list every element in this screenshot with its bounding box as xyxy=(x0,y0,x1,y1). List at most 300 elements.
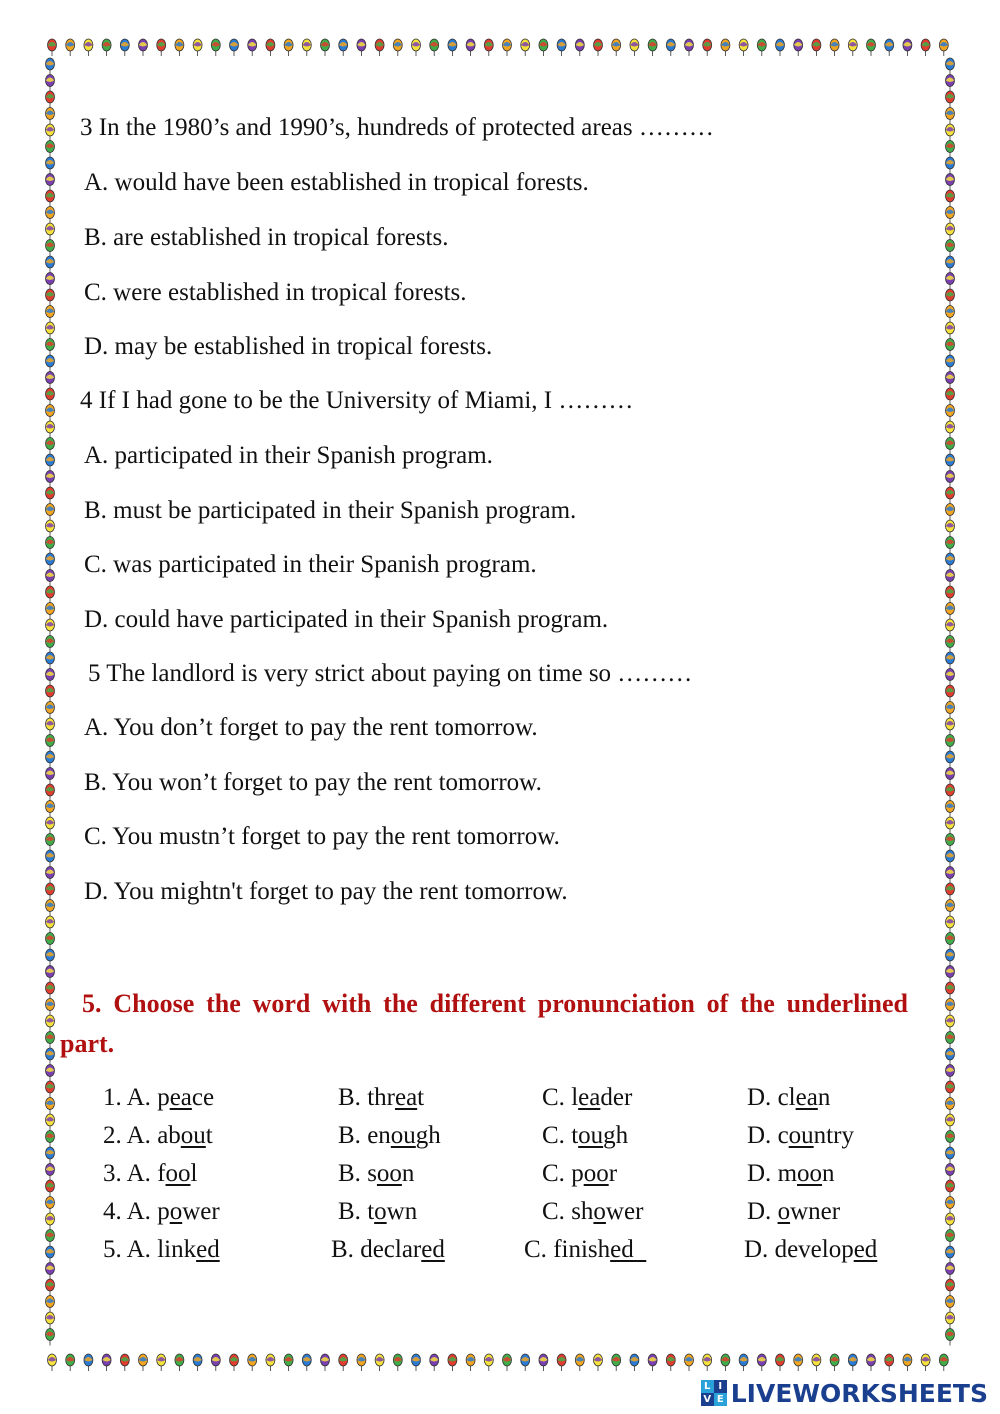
balloon-icon xyxy=(193,39,202,56)
word-part: s xyxy=(367,1160,377,1187)
pronunciation-item-label: D. xyxy=(747,1084,778,1111)
balloon-icon xyxy=(46,1015,55,1032)
balloon-icon xyxy=(946,652,955,669)
balloon-icon xyxy=(46,454,55,471)
balloon-icon xyxy=(46,207,55,224)
balloon-icon xyxy=(211,1354,220,1371)
balloon-icon xyxy=(412,39,421,56)
balloon-icon xyxy=(685,1354,694,1371)
balloon-icon xyxy=(946,1131,955,1148)
balloon-icon xyxy=(339,39,348,56)
balloon-icon xyxy=(946,735,955,752)
underlined-part: oo xyxy=(797,1160,823,1187)
balloon-icon xyxy=(946,75,955,92)
balloon-icon xyxy=(946,883,955,900)
balloon-icon xyxy=(946,108,955,125)
balloon-icon xyxy=(521,39,530,56)
word-part: thr xyxy=(367,1084,395,1111)
balloon-icon xyxy=(102,1354,111,1371)
balloon-icon xyxy=(46,751,55,768)
balloon-icon xyxy=(46,256,55,273)
balloon-icon xyxy=(139,39,148,56)
underlined-part: o xyxy=(593,1198,606,1225)
word-part: wer xyxy=(605,1198,644,1225)
balloon-icon xyxy=(284,39,293,56)
balloon-icon xyxy=(46,1131,55,1148)
balloon-icon xyxy=(946,553,955,570)
balloon-icon xyxy=(46,1065,55,1082)
word-part: l xyxy=(190,1160,198,1187)
underlined-part: o xyxy=(374,1198,387,1225)
balloon-icon xyxy=(503,1354,512,1371)
balloon-icon xyxy=(46,1164,55,1181)
balloon-icon xyxy=(46,157,55,174)
balloon-icon xyxy=(946,1246,955,1263)
balloon-icon xyxy=(357,1354,366,1371)
underlined-part: ed xyxy=(196,1236,220,1263)
question-5-option-b[interactable]: B. You won’t forget to pay the rent tomorrow. xyxy=(84,769,542,796)
underlined-part: oo xyxy=(583,1160,609,1187)
balloon-icon xyxy=(46,999,55,1016)
balloon-icon xyxy=(594,1354,603,1371)
balloon-icon xyxy=(812,1354,821,1371)
balloon-icon xyxy=(946,58,955,75)
balloon-icon xyxy=(612,1354,621,1371)
balloon-icon xyxy=(46,949,55,966)
balloon-icon xyxy=(46,883,55,900)
balloon-icon xyxy=(946,1015,955,1032)
balloon-icon xyxy=(946,1312,955,1329)
balloon-icon xyxy=(46,586,55,603)
balloon-icon xyxy=(946,388,955,405)
balloon-icon xyxy=(739,39,748,56)
balloon-icon xyxy=(393,1354,402,1371)
balloon-icon xyxy=(139,1354,148,1371)
balloon-icon xyxy=(48,1354,57,1371)
balloon-icon xyxy=(946,256,955,273)
balloon-icon xyxy=(757,39,766,56)
balloon-icon xyxy=(946,421,955,438)
balloon-icon xyxy=(946,685,955,702)
balloon-icon xyxy=(448,1354,457,1371)
balloon-icon xyxy=(946,207,955,224)
underlined-part: ea xyxy=(795,1084,818,1111)
balloon-icon xyxy=(46,1114,55,1131)
balloon-icon xyxy=(939,39,948,56)
pronunciation-item-label: 5. A. xyxy=(103,1236,158,1263)
pronunciation-item[interactable] xyxy=(524,1235,646,1265)
question-4-option-b[interactable]: B. must be participated in their Spanish program. xyxy=(84,497,577,524)
underlined-part: o xyxy=(169,1198,183,1225)
logo-badge-icon xyxy=(701,1380,727,1406)
pronunciation-item[interactable] xyxy=(338,1083,424,1113)
balloon-icon xyxy=(666,1354,675,1371)
balloon-icon xyxy=(946,174,955,191)
balloon-icon xyxy=(46,355,55,372)
balloon-icon xyxy=(375,39,384,56)
balloon-icon xyxy=(946,438,955,455)
pronunciation-item-label: 1. A. xyxy=(103,1084,158,1111)
balloon-icon xyxy=(46,1048,55,1065)
balloon-icon xyxy=(46,1279,55,1296)
balloon-icon xyxy=(946,1048,955,1065)
balloon-icon xyxy=(321,1354,330,1371)
word-part: ab xyxy=(157,1122,181,1149)
pronunciation-item-label: 3. A. xyxy=(103,1160,158,1187)
word-part: t xyxy=(417,1084,425,1111)
word-part: develop xyxy=(774,1236,854,1263)
balloon-icon xyxy=(46,339,55,356)
balloon-icon xyxy=(946,1098,955,1115)
pronunciation-item-label: D. xyxy=(747,1160,778,1187)
balloon-icon xyxy=(946,1230,955,1247)
pronunciation-item[interactable] xyxy=(542,1197,643,1227)
balloon-icon xyxy=(946,636,955,653)
question-3-option-a[interactable]: A. would have been established in tropical forests. xyxy=(84,169,589,196)
balloon-icon xyxy=(903,1354,912,1371)
word-part: en xyxy=(367,1122,391,1149)
balloon-icon xyxy=(46,652,55,669)
pronunciation-item[interactable] xyxy=(747,1121,854,1151)
balloon-icon xyxy=(46,1197,55,1214)
balloon-icon xyxy=(46,685,55,702)
word-part: wer xyxy=(182,1198,220,1225)
liveworksheets-logo xyxy=(701,1378,988,1408)
word-part: ntry xyxy=(813,1122,854,1149)
logo-badge-letter: I xyxy=(714,1380,727,1393)
pronunciation-item-label: B. xyxy=(338,1122,368,1149)
balloon-icon xyxy=(946,570,955,587)
pronunciation-item[interactable] xyxy=(338,1197,417,1227)
pronunciation-item-label: D. xyxy=(747,1122,778,1149)
balloon-icon xyxy=(46,1213,55,1230)
word-part: gh xyxy=(603,1122,629,1149)
pronunciation-item-label: C. xyxy=(542,1160,572,1187)
pronunciation-item[interactable] xyxy=(747,1159,835,1189)
pronunciation-item[interactable] xyxy=(744,1235,877,1265)
balloon-icon xyxy=(946,1263,955,1280)
pronunciation-item[interactable] xyxy=(338,1121,441,1151)
balloon-icon xyxy=(466,39,475,56)
balloon-icon xyxy=(46,1263,55,1280)
section-5-heading-text: 5. Choose the word with the different pronunciation of the underlined part. xyxy=(60,989,908,1058)
underlined-part: ou xyxy=(788,1122,814,1149)
word-part: wn xyxy=(386,1198,418,1225)
balloon-icon xyxy=(630,1354,639,1371)
balloon-icon xyxy=(946,504,955,521)
balloon-icon xyxy=(248,1354,257,1371)
balloon-icon xyxy=(46,1180,55,1197)
balloon-icon xyxy=(46,520,55,537)
balloon-icon xyxy=(946,603,955,620)
pronunciation-item-label: C. xyxy=(542,1122,572,1149)
balloon-icon xyxy=(46,306,55,323)
balloon-icon xyxy=(46,75,55,92)
balloon-icon xyxy=(430,1354,439,1371)
balloon-icon xyxy=(46,867,55,884)
balloon-icon xyxy=(946,520,955,537)
word-part: t xyxy=(367,1198,375,1225)
balloon-icon xyxy=(812,39,821,56)
balloon-icon xyxy=(46,289,55,306)
balloon-icon xyxy=(46,1312,55,1329)
balloon-icon xyxy=(46,702,55,719)
underlined-part: ea xyxy=(169,1084,192,1111)
balloon-icon xyxy=(503,39,512,56)
balloon-icon xyxy=(946,487,955,504)
balloon-icon xyxy=(946,157,955,174)
pronunciation-item[interactable] xyxy=(747,1083,830,1113)
logo-badge-letter: L xyxy=(701,1380,714,1393)
balloon-icon xyxy=(46,405,55,422)
balloon-icon xyxy=(867,39,876,56)
balloon-icon xyxy=(46,223,55,240)
balloon-icon xyxy=(46,504,55,521)
word-part: link xyxy=(157,1236,197,1263)
balloon-icon xyxy=(946,1279,955,1296)
balloon-icon xyxy=(946,1213,955,1230)
pronunciation-item-label: B. xyxy=(331,1236,361,1263)
balloon-icon xyxy=(284,1354,293,1371)
underlined-part: ea xyxy=(578,1084,601,1111)
balloon-icon xyxy=(484,1354,493,1371)
word-part: finish xyxy=(553,1236,611,1263)
balloon-icon xyxy=(685,39,694,56)
balloon-icon xyxy=(175,39,184,56)
balloon-icon xyxy=(703,1354,712,1371)
balloon-icon xyxy=(946,768,955,785)
balloon-icon xyxy=(946,1147,955,1164)
word-part: n xyxy=(401,1160,415,1187)
balloon-icon xyxy=(946,289,955,306)
pronunciation-item[interactable] xyxy=(542,1121,628,1151)
balloon-icon xyxy=(46,141,55,158)
pronunciation-item[interactable] xyxy=(542,1159,617,1189)
pronunciation-item[interactable] xyxy=(103,1159,197,1189)
balloon-icon xyxy=(946,669,955,686)
balloon-icon xyxy=(612,39,621,56)
balloon-icon xyxy=(211,39,220,56)
balloon-icon xyxy=(46,1098,55,1115)
balloon-icon xyxy=(946,1081,955,1098)
question-5-stem: 5 The landlord is very strict about paying on time so ……… xyxy=(88,660,693,687)
balloon-icon xyxy=(946,91,955,108)
balloon-icon xyxy=(46,850,55,867)
question-4-option-d[interactable]: D. could have participated in their Spanish program. xyxy=(84,606,609,633)
balloon-icon xyxy=(120,39,129,56)
pronunciation-item[interactable] xyxy=(103,1121,213,1151)
balloon-icon xyxy=(946,900,955,917)
balloon-icon xyxy=(266,1354,275,1371)
pronunciation-item[interactable] xyxy=(747,1197,840,1227)
balloon-icon xyxy=(867,1354,876,1371)
logo-badge-letter: E xyxy=(714,1393,727,1406)
balloon-icon xyxy=(412,1354,421,1371)
balloon-icon xyxy=(539,39,548,56)
balloon-icon xyxy=(557,1354,566,1371)
balloon-icon xyxy=(46,834,55,851)
balloon-icon xyxy=(48,39,57,56)
balloon-icon xyxy=(946,471,955,488)
balloon-icon xyxy=(946,751,955,768)
balloon-icon xyxy=(721,39,730,56)
balloon-icon xyxy=(946,949,955,966)
word-part: cl xyxy=(777,1084,796,1111)
balloon-icon xyxy=(46,58,55,75)
underlined-part: ea xyxy=(394,1084,418,1111)
balloon-icon xyxy=(946,834,955,851)
balloon-icon xyxy=(946,273,955,290)
balloon-icon xyxy=(46,1329,55,1346)
pronunciation-item[interactable] xyxy=(542,1083,632,1113)
balloon-icon xyxy=(946,1197,955,1214)
word-part: m xyxy=(777,1160,798,1187)
logo-badge-letter: V xyxy=(701,1393,714,1406)
balloon-icon xyxy=(46,1081,55,1098)
pronunciation-item[interactable] xyxy=(103,1197,220,1227)
balloon-icon xyxy=(46,570,55,587)
balloon-icon xyxy=(46,487,55,504)
balloon-icon xyxy=(946,372,955,389)
balloon-icon xyxy=(946,190,955,207)
question-3-option-b[interactable]: B. are established in tropical forests. xyxy=(84,224,449,251)
balloon-icon xyxy=(46,421,55,438)
balloon-icon xyxy=(46,240,55,257)
balloon-icon xyxy=(946,966,955,983)
balloon-icon xyxy=(46,388,55,405)
balloon-icon xyxy=(946,537,955,554)
balloon-icon xyxy=(757,1354,766,1371)
underlined-part: ou xyxy=(578,1122,604,1149)
balloon-icon xyxy=(946,718,955,735)
balloon-icon xyxy=(46,669,55,686)
balloon-icon xyxy=(46,91,55,108)
pronunciation-item-label: D. xyxy=(747,1198,778,1225)
balloon-icon xyxy=(946,1032,955,1049)
pronunciation-item-label: C. xyxy=(542,1084,572,1111)
balloon-icon xyxy=(539,1354,548,1371)
balloon-icon xyxy=(46,553,55,570)
balloon-icon xyxy=(193,1354,202,1371)
balloon-icon xyxy=(885,1354,894,1371)
balloon-icon xyxy=(946,1164,955,1181)
balloon-icon xyxy=(776,39,785,56)
balloon-icon xyxy=(46,916,55,933)
balloon-icon xyxy=(946,240,955,257)
question-4-option-a[interactable]: A. participated in their Spanish program. xyxy=(84,442,493,469)
balloon-icon xyxy=(46,619,55,636)
balloon-icon xyxy=(46,718,55,735)
balloon-icon xyxy=(66,1354,75,1371)
balloon-icon xyxy=(721,1354,730,1371)
balloon-icon xyxy=(794,39,803,56)
balloon-icon xyxy=(46,322,55,339)
balloon-icon xyxy=(46,933,55,950)
balloon-icon xyxy=(248,39,257,56)
balloon-icon xyxy=(848,39,857,56)
balloon-icon xyxy=(946,982,955,999)
question-5-option-a[interactable]: A. You don’t forget to pay the rent tomorrow. xyxy=(84,714,538,741)
balloon-icon xyxy=(357,39,366,56)
question-4-stem: 4 If I had gone to be the University of Miami, I ……… xyxy=(80,387,634,414)
pronunciation-item-label: B. xyxy=(338,1160,368,1187)
balloon-icon xyxy=(648,39,657,56)
balloon-icon xyxy=(575,1354,584,1371)
word-part: p xyxy=(571,1160,584,1187)
word-part: l xyxy=(571,1084,579,1111)
word-part: r xyxy=(608,1160,618,1187)
balloon-icon xyxy=(946,141,955,158)
balloon-icon xyxy=(46,372,55,389)
question-5-option-d[interactable]: D. You mightn't forget to pay the rent tomorrow. xyxy=(84,878,568,905)
question-5-option-c[interactable]: C. You mustn’t forget to pay the rent tomorrow. xyxy=(84,823,560,850)
balloon-icon xyxy=(703,39,712,56)
balloon-icon xyxy=(903,39,912,56)
balloon-icon xyxy=(521,1354,530,1371)
balloon-icon xyxy=(120,1354,129,1371)
balloon-icon xyxy=(302,39,311,56)
word-part: sh xyxy=(571,1198,594,1225)
balloon-icon xyxy=(946,306,955,323)
pronunciation-item[interactable] xyxy=(103,1083,214,1113)
word-part: gh xyxy=(415,1122,441,1149)
balloon-icon xyxy=(630,39,639,56)
balloon-icon xyxy=(46,124,55,141)
balloon-icon xyxy=(946,1329,955,1346)
word-part: t xyxy=(571,1122,579,1149)
balloon-icon xyxy=(557,39,566,56)
pronunciation-item[interactable] xyxy=(331,1235,445,1265)
balloon-icon xyxy=(484,39,493,56)
balloon-icon xyxy=(946,454,955,471)
balloon-icon xyxy=(66,39,75,56)
balloon-icon xyxy=(921,1354,930,1371)
balloon-icon xyxy=(230,1354,239,1371)
pronunciation-item-label: B. xyxy=(338,1084,368,1111)
underlined-part: ed xyxy=(853,1236,878,1263)
balloon-icon xyxy=(885,39,894,56)
pronunciation-item-label: 2. A. xyxy=(103,1122,158,1149)
question-3-option-c[interactable]: C. were established in tropical forests. xyxy=(84,279,467,306)
balloon-icon xyxy=(594,39,603,56)
balloon-icon xyxy=(46,174,55,191)
balloon-icon xyxy=(157,1354,166,1371)
balloon-icon xyxy=(794,1354,803,1371)
balloon-icon xyxy=(302,1354,311,1371)
balloon-icon xyxy=(46,966,55,983)
balloon-icon xyxy=(46,636,55,653)
pronunciation-item[interactable] xyxy=(103,1235,220,1265)
underlined-part: ed xyxy=(421,1236,445,1263)
word-part: c xyxy=(777,1122,789,1149)
word-part: n xyxy=(817,1084,831,1111)
underlined-part: ou xyxy=(180,1122,206,1149)
balloon-icon xyxy=(46,735,55,752)
question-3-option-d[interactable]: D. may be established in tropical forests. xyxy=(84,333,493,360)
pronunciation-item[interactable] xyxy=(338,1159,414,1189)
balloon-icon xyxy=(46,273,55,290)
word-part: p xyxy=(157,1084,170,1111)
balloon-icon xyxy=(946,916,955,933)
question-4-option-c[interactable]: C. was participated in their Spanish program. xyxy=(84,551,537,578)
balloon-icon xyxy=(46,801,55,818)
balloon-icon xyxy=(46,1230,55,1247)
balloon-icon xyxy=(84,39,93,56)
balloon-icon xyxy=(46,817,55,834)
balloon-icon xyxy=(946,322,955,339)
balloon-icon xyxy=(946,801,955,818)
balloon-icon xyxy=(46,784,55,801)
